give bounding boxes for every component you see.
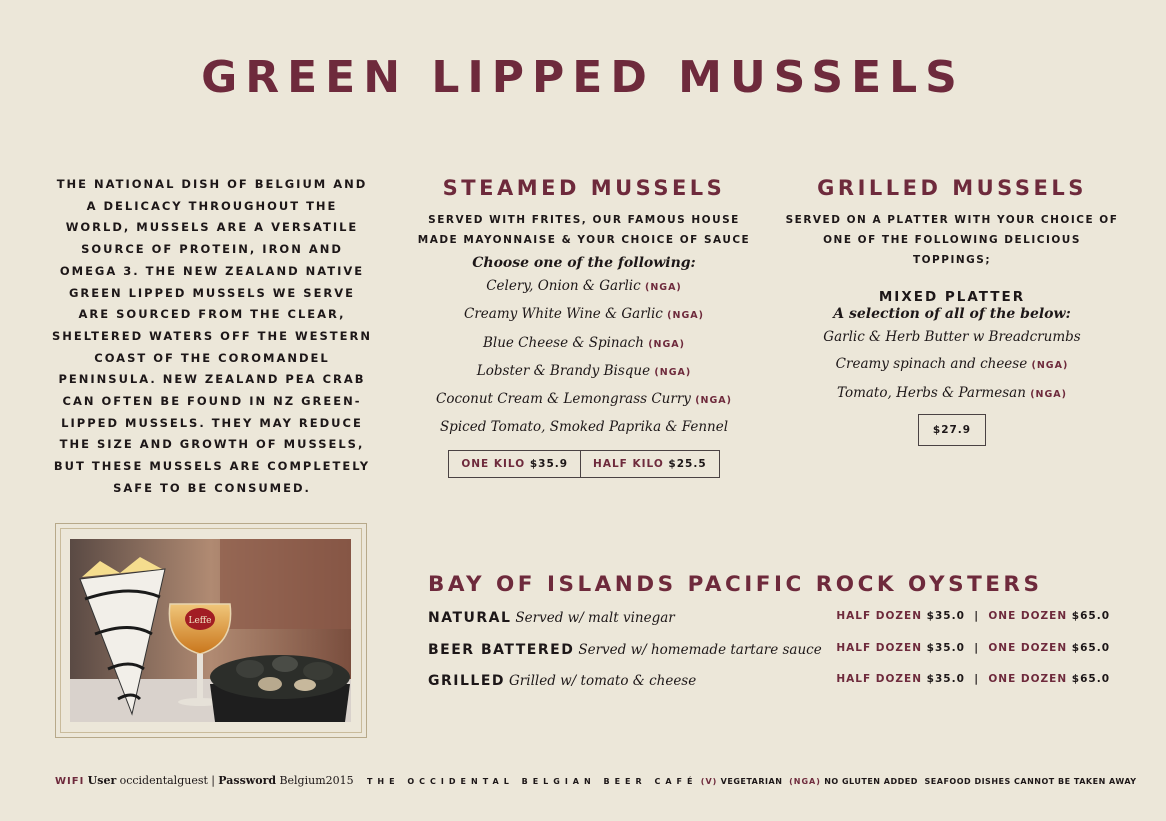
oyster-description: Served w/ malt vinegar	[515, 610, 675, 626]
list-item	[782, 324, 1122, 351]
half-dozen-price: $35.0	[926, 641, 965, 654]
selection-label: A selection of all of the below:	[833, 306, 1071, 322]
nga-badge: (NGA)	[644, 282, 682, 293]
nga-badge: (NGA)	[1031, 360, 1069, 372]
nga-badge: (NGA)	[667, 310, 704, 322]
half-dozen-label: HALF DOZEN	[836, 610, 923, 622]
grilled-heading: GRILLED MUSSELS	[817, 176, 1087, 200]
option-name: Celery, Onion & Garlic	[486, 278, 641, 294]
oyster-name: GRILLED	[428, 673, 506, 689]
option-name: Tomato, Herbs & Parmesan	[837, 384, 1026, 401]
list-item	[428, 607, 1110, 639]
cafe-name: THE OCCIDENTAL BELGIAN BEER CAFÉ	[366, 777, 698, 786]
wifi-label: WIFI	[55, 776, 85, 787]
one-dozen-price: $65.0	[1071, 673, 1110, 685]
oyster-name: NATURAL	[428, 610, 512, 626]
nga-badge: (NGA)	[1030, 388, 1067, 400]
one-kilo-label: ONE KILO	[461, 457, 526, 470]
half-kilo-price	[580, 451, 719, 477]
grilled-mussels-section	[782, 176, 1122, 446]
photo-wall	[220, 539, 351, 629]
option-name: Creamy spinach and cheese	[835, 356, 1028, 373]
intro-text: THE NATIONAL DISH OF BELGIUM AND A DELICACY THROUGHOUT THE WORLD, MUSSELS ARE A VERSATILE SOURCE OF PROTEIN, IRON AND OMEGA 3. THE NEW ZEALAND NATIVE GREEN LIPPED MUSSELS WE SERVE ARE SOURCED FROM THE CLEAR, SHELTERED WATERS OFF THE WESTERN COAST OF THE COROMANDEL PENINSULA. NEW ZEALAND PEA CRAB CAN OFTEN BE FOUND IN NZ GREEN-LIPPED MUSSELS. THEY MAY REDUCE THE SIZE AND GROWTH OF MUSSELS, BUT THESE MUSSELS ARE COMPLETELY SAFE TO BE CONSUMED.	[52, 177, 372, 495]
one-dozen-price: $65.0	[1071, 641, 1110, 654]
grilled-subtitle-line1: SERVED ON A PLATTER WITH YOUR CHOICE OF	[785, 214, 1119, 226]
one-kilo-price	[449, 451, 580, 477]
grilled-subtitle-line2: ONE OF THE FOLLOWING DELICIOUS TOPPINGS;	[823, 234, 1081, 266]
footer	[55, 774, 1145, 787]
steamed-choose-label: Choose one of the following:	[472, 255, 696, 271]
wifi-user-label: User	[87, 774, 117, 787]
option-name: Spiced Tomato, Smoked Paprika & Fennel	[439, 419, 729, 436]
oyster-name: BEER BATTERED	[428, 641, 575, 658]
mussels-beer-photo	[70, 539, 351, 722]
option-name: Coconut Cream & Lemongrass Curry	[436, 391, 691, 408]
price-separator: |	[974, 673, 980, 685]
half-dozen-label: HALF DOZEN	[836, 641, 923, 654]
nga-tag: (NGA)	[789, 777, 821, 786]
beer-glass-stem	[197, 654, 203, 699]
one-dozen-label: ONE DOZEN	[988, 673, 1068, 685]
half-dozen-label: HALF DOZEN	[836, 673, 923, 685]
list-item	[414, 273, 754, 301]
page-title: GREEN LIPPED MUSSELS	[201, 52, 965, 103]
half-dozen-price: $35.0	[926, 610, 965, 622]
grilled-options-list	[782, 324, 1122, 408]
wifi-user-value: occidentalguest	[119, 774, 208, 787]
vegetarian-text: VEGETARIAN	[720, 777, 783, 786]
mixed-platter-heading: MIXED PLATTER	[878, 289, 1026, 305]
price-separator: |	[974, 641, 980, 654]
one-kilo-value: $35.9	[529, 457, 569, 470]
half-kilo-value: $25.5	[668, 457, 707, 470]
steamed-subtitle-line2: MADE MAYONNAISE & YOUR CHOICE OF SAUCE	[417, 234, 751, 246]
takeaway-notice: SEAFOOD DISHES CANNOT BE TAKEN AWAY	[924, 777, 1137, 786]
steamed-price-box	[448, 450, 719, 478]
list-item	[428, 670, 1110, 702]
grilled-price-box: $27.9	[918, 414, 986, 446]
one-dozen-label: ONE DOZEN	[988, 610, 1068, 622]
one-dozen-price: $65.0	[1071, 610, 1110, 622]
steamed-mussels-section	[414, 176, 754, 478]
option-name: Lobster & Brandy Bisque	[476, 362, 651, 379]
nga-text: NO GLUTEN ADDED	[824, 777, 918, 786]
list-item	[414, 414, 754, 441]
list-item	[414, 386, 754, 414]
nga-badge: (NGA)	[648, 338, 686, 350]
oysters-heading: BAY OF ISLANDS PACIFIC ROCK OYSTERS	[428, 572, 1043, 597]
list-item	[414, 330, 754, 358]
option-name: Blue Cheese & Spinach	[482, 334, 644, 351]
option-name: Garlic & Herb Butter w Breadcrumbs	[823, 329, 1081, 345]
half-dozen-price: $35.0	[926, 673, 965, 685]
wifi-password-value: Belgium2015	[279, 774, 354, 787]
list-item	[782, 380, 1122, 408]
oyster-description: Served w/ homemade tartare sauce	[578, 641, 822, 658]
list-item	[414, 301, 754, 329]
oyster-prices	[836, 610, 1110, 622]
nga-badge: (NGA)	[695, 395, 732, 407]
oyster-description: Grilled w/ tomato & cheese	[509, 673, 697, 689]
steamed-heading: STEAMED MUSSELS	[442, 176, 726, 200]
steamed-subtitle-line1: SERVED WITH FRITES, OUR FAMOUS HOUSE	[428, 214, 740, 226]
price-separator: |	[974, 610, 980, 622]
leffe-text: Leffe	[188, 616, 212, 626]
option-name: Creamy White Wine & Garlic	[464, 306, 663, 323]
wifi-password-label: Password	[218, 774, 277, 787]
wifi-separator: |	[211, 774, 215, 787]
list-item	[414, 358, 754, 386]
vegetarian-tag: (V)	[700, 777, 718, 786]
oyster-prices	[836, 673, 1110, 685]
half-kilo-label: HALF KILO	[593, 457, 664, 470]
oysters-section	[428, 572, 1110, 702]
oyster-prices	[836, 642, 1110, 654]
list-item	[782, 351, 1122, 379]
steamed-options-list	[414, 273, 754, 442]
one-dozen-label: ONE DOZEN	[988, 641, 1068, 654]
list-item	[428, 639, 1110, 671]
nga-badge: (NGA)	[654, 366, 692, 378]
